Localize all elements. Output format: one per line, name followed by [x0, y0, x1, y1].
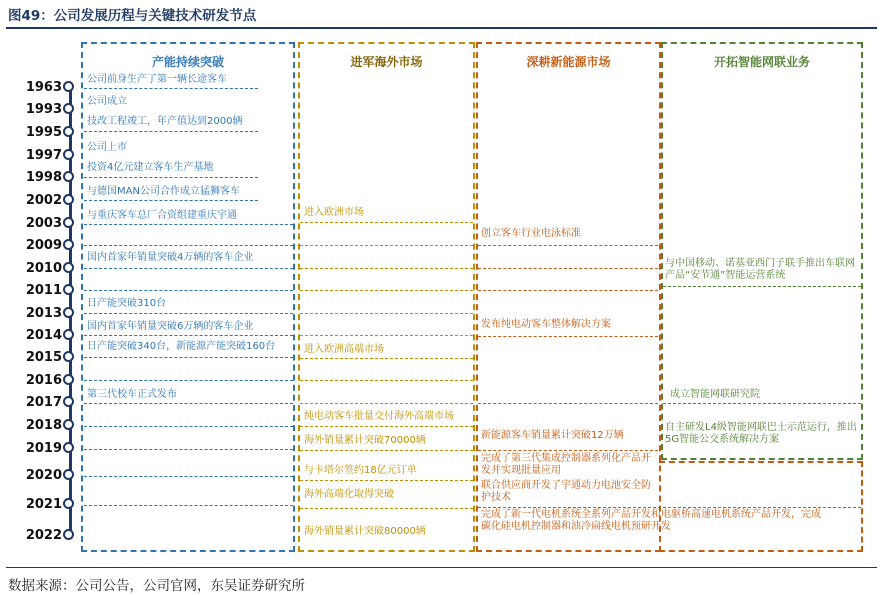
event-divider [478, 403, 658, 404]
year-label: 2009 [25, 238, 62, 253]
overseas-event: 进入欧洲市场 [304, 207, 364, 218]
event-divider [84, 449, 293, 450]
capacity-event: 投资4亿元建立客车生产基地 [87, 162, 214, 173]
overseas-event: 进入欧洲高端市场 [304, 344, 384, 355]
event-divider [84, 313, 293, 314]
year-label: 2003 [25, 216, 62, 231]
event-divider [478, 245, 658, 246]
timeline-node [63, 498, 74, 509]
event-divider [478, 290, 658, 291]
event-divider [84, 268, 293, 269]
smart-event: 与中国移动、诺基亚西门子联手推出车联网产品“安节通”智能运营系统 [665, 258, 855, 281]
event-divider [84, 177, 258, 178]
timeline-node [63, 307, 74, 318]
timeline-node [63, 262, 74, 273]
timeline-node [63, 103, 74, 114]
newenergy-event: 新能源客车销量累计突破12万辆 [481, 430, 624, 441]
year-label: 2019 [25, 441, 62, 456]
event-divider [84, 245, 293, 246]
event-divider [84, 505, 293, 506]
event-divider [300, 268, 473, 269]
capacity-event: 公司成立 [87, 96, 127, 107]
overseas-event: 海外销量累计突破80000辆 [304, 526, 426, 537]
event-divider [84, 380, 293, 381]
year-label: 2015 [25, 350, 62, 365]
timeline-node [63, 329, 74, 340]
timeline-node [63, 194, 74, 205]
event-divider [84, 426, 293, 427]
timeline-node [63, 171, 74, 182]
overseas-event: 海外销量累计突破70000辆 [304, 435, 426, 446]
year-label: 2002 [25, 193, 62, 208]
newenergy-event: 创立客车行业电泳标准 [481, 228, 581, 239]
year-label: 2011 [25, 283, 62, 298]
newenergy-event: 发布纯电动客车整体解决方案 [481, 319, 611, 330]
capacity-event: 与德国MAN公司合作成立猛狮客车 [87, 186, 240, 197]
event-divider [300, 313, 473, 314]
overseas-event: 纯电动客车批量交付海外高端市场 [304, 411, 454, 422]
timeline-node [63, 284, 74, 295]
timeline-node [63, 374, 74, 385]
smart-column-title: 开拓智能网联业务 [713, 55, 810, 69]
event-divider [478, 268, 658, 269]
event-divider [300, 222, 473, 223]
event-divider [478, 336, 658, 337]
year-label: 2021 [25, 497, 62, 512]
timeline-node [63, 469, 74, 480]
year-label: 1998 [25, 170, 62, 185]
event-divider [300, 290, 473, 291]
year-label: 2016 [25, 373, 62, 388]
capacity-column-title: 产能持续突破 [151, 55, 224, 69]
timeline-node [63, 442, 74, 453]
year-label: 2022 [25, 528, 62, 543]
newenergy-event: 完成了第三代集成控制器系列化产品开发并实现批量应用 [481, 453, 651, 476]
capacity-event: 与重庆客车总厂合资组建重庆宇通 [87, 210, 237, 221]
event-divider [84, 131, 258, 132]
timeline-node [63, 239, 74, 250]
newenergy-event: 联合供应商开发了宇通动力电池安全防护技术 [481, 480, 651, 503]
timeline-node [63, 217, 74, 228]
newenergy-event: 完成了新一代电机系统全系列产品开发和电驱桥高速电机系统产品开发，完成碳化硅电机控制器和油冷扁线电机预研开发 [481, 509, 821, 532]
source-note: 数据来源：公司公告，公司官网，东吴证券研究所 [8, 578, 305, 594]
timeline-node [63, 126, 74, 137]
event-divider [300, 426, 473, 427]
year-label: 2020 [25, 468, 62, 483]
event-divider [300, 508, 473, 509]
year-label: 2014 [25, 328, 62, 343]
event-divider [84, 224, 293, 225]
overseas-event: 海外高端化取得突破 [304, 489, 394, 500]
capacity-event: 公司上市 [87, 142, 127, 153]
timeline-node [63, 396, 74, 407]
event-divider [84, 200, 258, 201]
year-label: 1963 [25, 80, 62, 95]
event-divider [84, 335, 293, 336]
newenergy-column-title: 深耕新能源市场 [526, 55, 611, 69]
year-label: 2017 [25, 395, 62, 410]
event-divider [84, 403, 293, 404]
capacity-event: 第三代校车正式发布 [87, 389, 177, 400]
year-label: 2013 [25, 306, 62, 321]
capacity-event: 国内首家年销量突破4万辆的客车企业 [87, 252, 254, 263]
capacity-event: 国内首家年销量突破6万辆的客车企业 [87, 321, 254, 332]
event-divider [663, 403, 861, 404]
event-divider [478, 507, 861, 508]
event-divider [84, 476, 293, 477]
capacity-event: 日产能突破340台，新能源产能突破160台 [87, 341, 276, 352]
event-divider [84, 290, 293, 291]
capacity-event: 技改工程竣工，年产值达到2000辆 [87, 116, 243, 127]
event-divider [300, 450, 473, 451]
timeline-node [63, 529, 74, 540]
event-divider [300, 480, 473, 481]
overseas-column-title: 进军海外市场 [350, 55, 423, 69]
year-label: 2018 [25, 418, 62, 433]
event-divider [300, 403, 473, 404]
event-divider [300, 335, 473, 336]
smart-event: 自主研发L4级智能网联巴士示范运行，推出5G智能公交系统解决方案 [665, 422, 857, 445]
capacity-event: 公司前身生产了第一辆长途客车 [87, 74, 227, 85]
timeline-node [63, 419, 74, 430]
year-label: 1995 [25, 125, 62, 140]
event-divider [84, 88, 258, 89]
overseas-event: 与卡塔尔签约18亿元订单 [304, 465, 417, 476]
capacity-event: 日产能突破310台 [87, 298, 167, 309]
smart-event: 成立智能网联研究院 [670, 389, 760, 400]
figure-title: 图49：公司发展历程与关键技术研发节点 [8, 8, 257, 24]
year-label: 1997 [25, 148, 62, 163]
event-divider [663, 286, 861, 287]
year-label: 1993 [25, 102, 62, 117]
title-divider [6, 27, 877, 29]
event-divider [300, 358, 473, 359]
event-divider [478, 450, 658, 451]
footer-divider [6, 567, 877, 568]
year-label: 2010 [25, 261, 62, 276]
timeline-node [63, 81, 74, 92]
event-divider [300, 245, 473, 246]
event-divider [84, 357, 293, 358]
timeline-node [63, 149, 74, 160]
timeline-node [63, 351, 74, 362]
event-divider [300, 380, 473, 381]
